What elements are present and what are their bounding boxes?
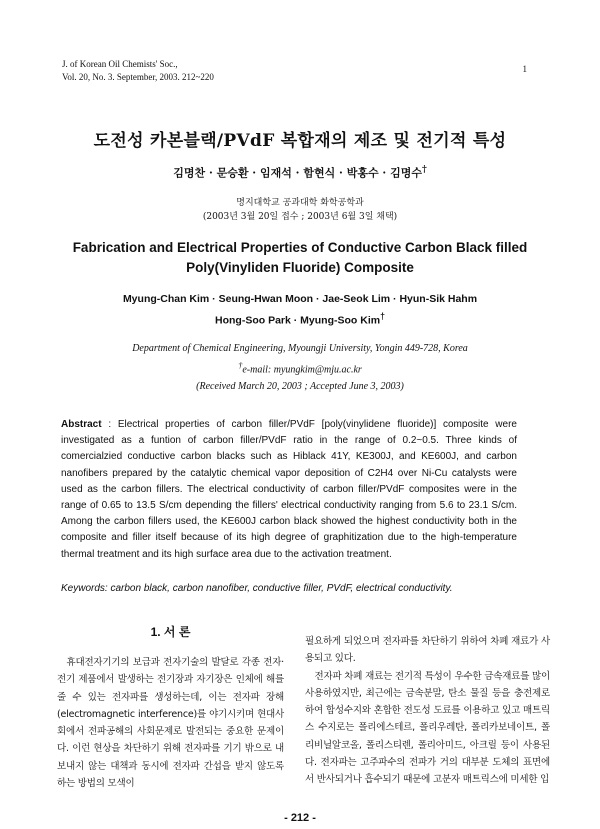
english-authors: [40, 291, 560, 330]
keywords: Keywords: carbon black, carbon nanofiber, conductive filler, PVdF, electrical conductivity.: [61, 583, 453, 594]
english-title: [30, 238, 570, 278]
korean-dates: (2003년 3월 20일 접수 ; 2003년 6월 3일 채택): [202, 212, 398, 222]
received-dates: (Received March 20, 2003 ; Accepted June 3, 2003): [196, 381, 404, 393]
journal-name: J. of Korean Oil Chemists' Soc.,: [62, 59, 178, 69]
korean-author-names: 김명찬 · 문승환 · 임재석 · 함현식 · 박홍수 · 김명수: [173, 166, 422, 180]
english-authors-line1: Myung-Chan Kim · Seung-Hwan Moon · Jae-Seok Lim · Hyun-Sik Hahm: [122, 293, 478, 305]
english-affiliation: [40, 340, 560, 395]
left-column: [57, 623, 284, 792]
email-line: [40, 357, 560, 378]
intro-paragraph-right-1: 필요하게 되었으며 전자파를 차단하기 위하여 차폐 재료가 사용되고 있다.: [305, 636, 550, 665]
english-title-line2: Poly(Vinyliden Fluoride) Composite: [186, 260, 414, 275]
korean-title: 도전성 카본블랙/PVdF 복합재의 제조 및 전기적 특성: [93, 131, 507, 151]
abstract: [61, 417, 517, 563]
email-address: e-mail: myungkim@mju.ac.kr: [242, 364, 362, 376]
abstract-label: Abstract: [61, 419, 102, 430]
right-column: [305, 633, 550, 789]
korean-department: 명지대학교 공과대학 화학공학과: [236, 198, 364, 208]
email-mark: †: [238, 361, 243, 370]
english-authors-line2-wrap: [40, 308, 560, 330]
english-authors-line2: Hong-Soo Park · Myung-Soo Kim: [215, 314, 381, 327]
intro-paragraph-right-2: 전자파 차폐 재료는 전기적 특성이 우수한 금속재료를 많이 사용하였지만, 최근에는 금속분말, 탄소 물질 등을 충전제로 하여 합성수지와 혼합한 전도성 도료를 이용하고 있고 매트릭스 수지로는 폴리에스테르, 폴리우레탄, 폴리카보네이트, 폴리비닐알코올, 폴리스티렌, 폴리아미드, 아크릴 등이 사용된다. 전자파는 고주파수의 전파가 거의 대부분 도체의 표면에서 반사되거나 흡수되기 때문에 고분자 매트릭스에 미세한 입: [305, 670, 550, 786]
abstract-text: : Electrical properties of carbon filler/PVdF [poly(vinylidene fluoride)] composite were investigated as a funtion of carbon filler/PVdF ratio in the range of 0.2~0.5. Three kinds of comercialzied conductive carbon blacks such as Hiblack 41Y, KE300J, and KE600J, and carbon nanofibers prepared by the catalytic chemical vapor deposition of C2H4 over Ni-Cu catalysts were used as the carbon fillers. The electrical conductivity of carbon filler/PVdF composites were in the range of 0.65 to 13.5 S/cm depending the fillers' electrical conductivity ranging from 5.6 to 23.1 S/cm. Among the carbon fillers used, the KE600J carbon black showed the highest conductivity both in the composite and filler itself because of its high degree of graphitization due to the high-temperature thermal treatment and its high surface area due to the activation treatment.: [61, 419, 517, 560]
korean-affiliation: [0, 196, 600, 224]
english-department: Department of Chemical Engineering, Myoungji University, Yongin 449-728, Korea: [132, 343, 468, 354]
section-heading: 1. 서 론: [150, 625, 191, 639]
korean-authors: [0, 164, 600, 181]
page-number-top: 1: [522, 64, 527, 74]
corresponding-mark: †: [421, 164, 427, 175]
intro-paragraph-left: 휴대전자기기의 보급과 전자기술의 발달로 각종 전자·전기 제품에서 발생하는 전기장과 자기장은 인체에 해를 줄 수 있는 전자파를 생성하는데, 이는 전자파 장해(electromagnetic interference)를 야기시키며 현대사회에서 전파공해의 사회문제로 발전되는 중요한 문제이다. 이런 현상을 차단하기 위해 전자파를 기기 밖으로 내보내지 않는 대책과 동시에 전자파 간섭을 받지 않도록 하는 방법의 모색이: [57, 657, 284, 790]
english-title-line1: Fabrication and Electrical Properties of Conductive Carbon Black filled: [72, 240, 528, 255]
journal-citation: [62, 58, 214, 84]
page-number-footer: - 212 -: [284, 812, 316, 824]
corresponding-mark-en: †: [380, 311, 385, 321]
journal-volume: Vol. 20, No. 3. September, 2003. 212~220: [62, 72, 214, 82]
